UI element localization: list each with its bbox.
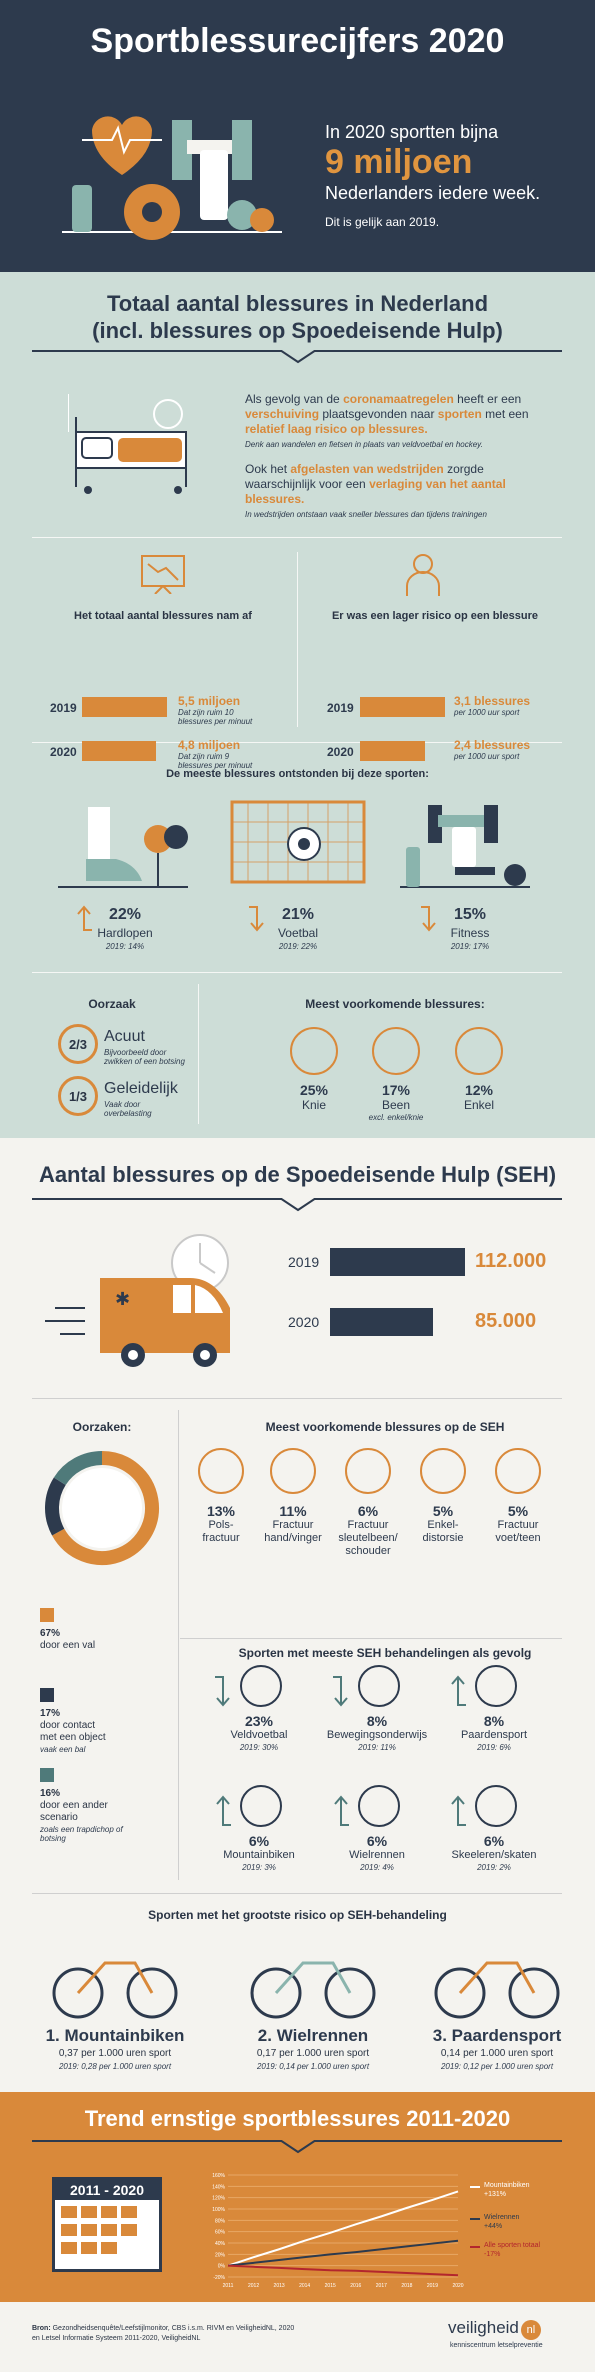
seh-meest-l2: sleutelbeen/ xyxy=(338,1532,398,1544)
series-line xyxy=(228,2241,458,2266)
header-banner xyxy=(0,0,595,272)
x-tick-label: 2011 xyxy=(222,2283,234,2289)
oorzaak-line2: met een object xyxy=(40,1732,106,1743)
seh-meest-l3: schouder xyxy=(345,1545,391,1557)
seh-meest-pct: 5% xyxy=(507,1503,529,1519)
calendar-icon xyxy=(52,2177,162,2272)
seh-value: 112.000 xyxy=(475,1250,547,1272)
oorzaak-pct: 16% xyxy=(40,1788,61,1799)
legend-line xyxy=(470,2246,480,2248)
p1-b: coronamaatregelen xyxy=(343,392,454,406)
sport-name: Voetbal xyxy=(277,926,319,940)
legend-series-name: Wielrennen xyxy=(484,2214,520,2221)
oorzaak-fraction: 1/3 xyxy=(68,1089,88,1104)
shoulder-icon xyxy=(345,1448,391,1494)
oorzaak-pct: 17% xyxy=(40,1708,61,1719)
y-tick-label: 60% xyxy=(214,2229,225,2236)
divider xyxy=(32,1893,562,1894)
legend-series-name: Mountainbiken xyxy=(484,2182,530,2189)
injury-total-bar xyxy=(82,697,167,717)
hand-icon xyxy=(270,1448,316,1494)
oorzaak-sub2: overbelasting xyxy=(104,1109,152,1118)
x-tick-label: 2019 xyxy=(426,2283,439,2289)
oorzaak-fraction: 2/3 xyxy=(68,1037,88,1052)
risico-name: 3. Paardensport xyxy=(432,2026,562,2045)
hospital-bed-icon xyxy=(68,392,198,497)
seh-meest-pct: 13% xyxy=(206,1503,236,1519)
arrow-up-icon xyxy=(333,1795,349,1829)
person-icon xyxy=(403,552,443,596)
trend-title: Trend ernstige sportblessures 2011-2020 xyxy=(84,2106,511,2131)
ankle-icon xyxy=(420,1448,466,1494)
oorzaak-pct: 67% xyxy=(40,1628,61,1639)
sport-prev: 2019: 14% xyxy=(105,942,145,951)
mountainbike-illustration xyxy=(50,1933,180,2023)
intro-note: Dit is gelijk aan 2019. xyxy=(325,215,440,229)
trend-chart xyxy=(200,2167,470,2292)
divider xyxy=(32,1398,562,1399)
x-tick-label: 2013 xyxy=(273,2283,285,2289)
legend-swatch xyxy=(40,1608,54,1622)
bike-icon xyxy=(358,1785,400,1827)
x-tick-label: 2015 xyxy=(324,2283,336,2289)
p1-a: Als gevolg van de xyxy=(245,392,344,406)
bar-sub1: Dat zijn ruim 9 xyxy=(178,752,230,761)
sport-name: Wielrennen xyxy=(349,1849,405,1861)
seh-meest-l1: Fractuur xyxy=(347,1519,389,1531)
left-stats-heading: Het totaal aantal blessures nam af xyxy=(74,610,252,622)
meest-sub: excl. enkel/knie xyxy=(368,1113,424,1122)
running-shoe-illustration xyxy=(58,797,188,892)
seh-bar xyxy=(330,1248,465,1276)
seh-year: 2019 xyxy=(288,1254,320,1270)
sport-pct: 6% xyxy=(483,1833,505,1849)
p2-b: afgelasten van wedstrijden xyxy=(290,462,444,476)
intro-highlight: 9 miljoen xyxy=(325,143,473,181)
meest-pct: 12% xyxy=(464,1082,494,1098)
x-tick-label: 2016 xyxy=(350,2283,362,2289)
horse-illustration xyxy=(432,1933,562,2023)
divider xyxy=(178,1410,179,1880)
wrist-icon xyxy=(198,1448,244,1494)
x-tick-label: 2014 xyxy=(299,2283,311,2289)
oorzaak-line2: scenario xyxy=(40,1812,78,1823)
p1-e: plaatsgevonden naar xyxy=(319,407,438,421)
mountainbike-icon xyxy=(240,1785,282,1827)
donut-segment xyxy=(52,1481,60,1532)
sport-name: Fitness xyxy=(450,926,490,940)
seh-meest-pct: 6% xyxy=(357,1503,379,1519)
sport-prev: 2019: 17% xyxy=(450,942,490,951)
seh-meest-heading: Meest voorkomende blessures op de SEH xyxy=(265,1420,505,1434)
oorzaak-name: Acuut xyxy=(104,1028,145,1045)
meest-name: Knie xyxy=(301,1098,327,1112)
bar-sub2: blessures per minuut xyxy=(178,717,253,726)
ambulance-illustration xyxy=(45,1223,245,1373)
bar-sub1: per 1000 uur sport xyxy=(454,708,520,717)
fitness-illustration xyxy=(400,797,530,892)
x-tick-label: 2020 xyxy=(452,2283,464,2289)
logo-mark: nl xyxy=(521,2320,541,2340)
y-tick-label: 0% xyxy=(217,2263,225,2270)
y-tick-label: 160% xyxy=(212,2173,225,2179)
sport-pct: 22% xyxy=(108,906,142,923)
meest-pct: 17% xyxy=(381,1082,411,1098)
divider xyxy=(198,984,199,1124)
sport-name: Paardensport xyxy=(460,1729,528,1741)
sport-pct: 15% xyxy=(453,906,487,923)
legend-swatch xyxy=(40,1688,54,1702)
intro-line: In 2020 sportten bijna xyxy=(325,122,499,142)
oorzaak-heading: Oorzaak xyxy=(88,997,136,1011)
seh-sporten-heading: Sporten met meeste SEH behandelingen als gevolg xyxy=(238,1646,532,1660)
seh-title: Aantal blessures op de Spoedeisende Hulp (SEH) xyxy=(38,1162,557,1187)
legend-series-change: +131% xyxy=(484,2191,506,2198)
arrow-up-icon xyxy=(450,1795,466,1829)
legend-series-change: +44% xyxy=(484,2223,503,2230)
divider xyxy=(32,537,562,538)
p1-g: met een xyxy=(481,407,529,421)
legend-series-name: Alle sporten totaal xyxy=(484,2242,541,2249)
right-stats-heading: Er was een lager risico op een blessure xyxy=(331,610,539,622)
knee-icon xyxy=(290,1027,338,1075)
chart-down-icon xyxy=(140,554,186,594)
oorzaak-note: zoals een trapdichop of botsing xyxy=(40,1825,123,1843)
sport-pct: 6% xyxy=(248,1833,270,1849)
chevron-down-icon xyxy=(280,2140,316,2154)
sport-pct: 21% xyxy=(281,906,315,923)
sport-pct: 23% xyxy=(244,1713,274,1729)
seh-meest-l1: Fractuur xyxy=(497,1519,539,1531)
sports-illustration xyxy=(62,100,282,240)
bar-value: 5,5 miljoen xyxy=(178,694,241,708)
page-title: Sportblessurecijfers 2020 xyxy=(90,22,505,60)
oorzaak-note: vaak een bal xyxy=(40,1745,86,1754)
chevron-down-icon xyxy=(280,350,316,364)
source-text-1: Gezondheidsenquête/Leefstijlmonitor, CBS i.s.m. RIVM en VeiligheidNL, 2020 xyxy=(50,2325,295,2332)
logo-text: veiligheid xyxy=(448,2318,519,2337)
svg-text:✱: ✱ xyxy=(115,1289,131,1310)
football-player-icon xyxy=(240,1665,282,1707)
seh-meest-l1: Fractuur xyxy=(272,1519,314,1531)
sports-heading: De meeste blessures ontstonden bij deze sporten: xyxy=(166,768,429,780)
x-tick-label: 2018 xyxy=(401,2283,413,2289)
arrow-down-icon xyxy=(333,1675,349,1709)
bar-sub1: per 1000 uur sport xyxy=(454,752,520,761)
risico-name: 2. Wielrennen xyxy=(257,2026,369,2045)
risico-value: 0,17 per 1.000 uren sport xyxy=(256,2048,370,2059)
oorzaak-sub1: Bijvoorbeeld door xyxy=(104,1048,167,1057)
meest-pct: 25% xyxy=(299,1082,329,1098)
logo xyxy=(448,2318,541,2340)
legend-line xyxy=(470,2218,480,2220)
sport-prev: 2019: 22% xyxy=(278,942,318,951)
calendar-label: 2011 - 2020 xyxy=(55,2180,159,2200)
p2-a: Ook het xyxy=(245,462,291,476)
seh-meest-l2: distorsie xyxy=(422,1532,464,1544)
seh-meest-l2: voet/teen xyxy=(495,1532,541,1544)
x-tick-label: 2017 xyxy=(375,2283,387,2289)
divider xyxy=(297,552,298,727)
seh-oorzaken-heading: Oorzaken: xyxy=(72,1420,132,1434)
risk-bar xyxy=(360,697,445,717)
footer xyxy=(0,2302,595,2372)
sport-name: Veldvoetbal xyxy=(230,1729,288,1741)
y-tick-label: 120% xyxy=(212,2195,225,2202)
bar-value: 3,1 blessures xyxy=(454,694,531,708)
source-label: Bron: xyxy=(32,2325,51,2332)
meest-name: Enkel xyxy=(463,1098,495,1112)
seh-meest-l2: fractuur xyxy=(202,1532,240,1544)
seh-year: 2020 xyxy=(288,1314,320,1330)
divider xyxy=(32,972,562,973)
totaal-section xyxy=(0,272,595,1138)
p1-d: verschuiving xyxy=(245,407,320,421)
p2-e: verlaging van het aantal xyxy=(369,477,506,491)
oorzaak-sub1: Vaak door xyxy=(104,1100,141,1109)
bar-value: 4,8 miljoen xyxy=(178,738,241,752)
x-tick-label: 2012 xyxy=(247,2283,260,2289)
sport-prev: 2019: 11% xyxy=(358,1743,396,1752)
arrow-down-icon xyxy=(215,1675,231,1709)
ankle-icon xyxy=(455,1027,503,1075)
arrow-up-icon xyxy=(215,1795,231,1829)
seh-meest-pct: 5% xyxy=(432,1503,454,1519)
sport-prev: 2019: 6% xyxy=(477,1743,511,1752)
y-tick-label: -20% xyxy=(213,2275,225,2281)
legend-series-change: -17% xyxy=(484,2251,501,2258)
seh-meest-l1: Enkel- xyxy=(427,1519,459,1531)
p1-note: Denk aan wandelen en fietsen in plaats van veldvoetbal en hockey. xyxy=(245,440,483,449)
section-title-line2: (incl. blessures op Spoedeisende Hulp) xyxy=(92,318,503,343)
p2-d: waarschijnlijk voor een xyxy=(245,477,370,491)
seh-value: 85.000 xyxy=(475,1310,537,1332)
section-title-line1: Totaal aantal blessures in Nederland xyxy=(106,291,489,316)
horseshoe-icon xyxy=(475,1665,517,1707)
p2-c: zorgde xyxy=(443,462,484,476)
sport-pct: 8% xyxy=(366,1713,388,1729)
oorzaak-line1: door een val xyxy=(40,1640,96,1651)
seh-meest-l2: hand/vinger xyxy=(264,1532,322,1544)
sport-name: Hardlopen xyxy=(97,926,153,940)
sport-pct: 6% xyxy=(366,1833,388,1849)
seh-meest-pct: 11% xyxy=(279,1503,307,1519)
year-label: 2019 xyxy=(50,701,77,715)
skate-icon xyxy=(475,1785,517,1827)
risico-value: 0,37 per 1.000 uren sport xyxy=(58,2048,172,2059)
foot-icon xyxy=(495,1448,541,1494)
y-tick-label: 40% xyxy=(214,2241,225,2247)
sport-prev: 2019: 2% xyxy=(477,1863,511,1872)
y-tick-label: 140% xyxy=(212,2184,225,2191)
sport-prev: 2019: 3% xyxy=(242,1863,276,1872)
logo-tagline: kenniscentrum letselpreventie xyxy=(450,2342,543,2349)
y-tick-label: 100% xyxy=(212,2207,225,2213)
legend-line xyxy=(470,2186,480,2188)
seh-oorzaken-donut xyxy=(42,1448,162,1568)
year-label: 2020 xyxy=(50,745,77,759)
year-label: 2020 xyxy=(327,745,354,759)
seh-bar xyxy=(330,1308,433,1336)
oorzaak-line1: door contact xyxy=(40,1720,96,1731)
seh-meest-l1: Pols- xyxy=(208,1519,234,1531)
intro-subline: Nederlanders iedere week. xyxy=(325,183,541,203)
p2-f: blessures. xyxy=(245,492,305,506)
p1-h: relatief laag risico op blessures. xyxy=(245,422,428,436)
oorzaak-line1: door een ander xyxy=(40,1800,108,1811)
sport-prev: 2019: 30% xyxy=(239,1743,279,1752)
sport-name: Bewegingsonderwijs xyxy=(326,1729,428,1741)
injury-total-bar xyxy=(82,741,156,761)
sport-prev: 2019: 4% xyxy=(360,1863,394,1872)
risico-name: 1. Mountainbiken xyxy=(45,2026,185,2045)
meest-name: Been xyxy=(381,1098,411,1112)
year-label: 2019 xyxy=(327,701,354,715)
y-tick-label: 20% xyxy=(214,2252,225,2259)
oorzaak-sub2: zwikken of een botsing xyxy=(104,1057,185,1066)
arrow-up-icon xyxy=(450,1675,466,1709)
falling-person-icon xyxy=(62,1468,142,1548)
p1-f: sporten xyxy=(437,407,482,421)
risico-prev: 2019: 0,14 per 1.000 uren sport xyxy=(256,2062,370,2071)
p1-c: heeft er een xyxy=(453,392,522,406)
gym-icon xyxy=(358,1665,400,1707)
legend-swatch xyxy=(40,1768,54,1782)
risico-value: 0,14 per 1.000 uren sport xyxy=(440,2048,554,2059)
meest-heading: Meest voorkomende blessures: xyxy=(305,997,485,1011)
sport-name: Mountainbiken xyxy=(223,1849,295,1861)
goal-illustration xyxy=(228,792,368,892)
divider xyxy=(180,1638,562,1639)
sport-pct: 8% xyxy=(483,1713,505,1729)
racing-bike-illustration xyxy=(248,1933,378,2023)
y-tick-label: 80% xyxy=(214,2218,225,2225)
risk-bar xyxy=(360,741,425,761)
bar-sub2: blessures per minuut xyxy=(178,761,253,770)
bar-value: 2,4 blessures xyxy=(454,738,531,752)
series-line xyxy=(228,2266,458,2276)
risico-prev: 2019: 0,12 per 1.000 uren sport xyxy=(440,2062,554,2071)
bar-sub1: Dat zijn ruim 10 xyxy=(178,708,234,717)
calendar-grid xyxy=(55,2200,159,2270)
oorzaak-name: Geleidelijk xyxy=(104,1080,178,1097)
risico-prev: 2019: 0,28 per 1.000 uren sport xyxy=(58,2062,172,2071)
chevron-down-icon xyxy=(280,1198,316,1212)
p2-note: In wedstrijden ontstaan vaak sneller blessures dan tijdens trainingen xyxy=(245,510,487,519)
source-text-2: en Letsel Informatie Systeem 2011-2020, VeiligheidNL xyxy=(32,2335,201,2342)
trend-section xyxy=(0,2092,595,2302)
leg-icon xyxy=(372,1027,420,1075)
sport-name: Skeeleren/skaten xyxy=(451,1849,537,1861)
risico-heading: Sporten met het grootste risico op SEH-behandeling xyxy=(148,1908,447,1922)
